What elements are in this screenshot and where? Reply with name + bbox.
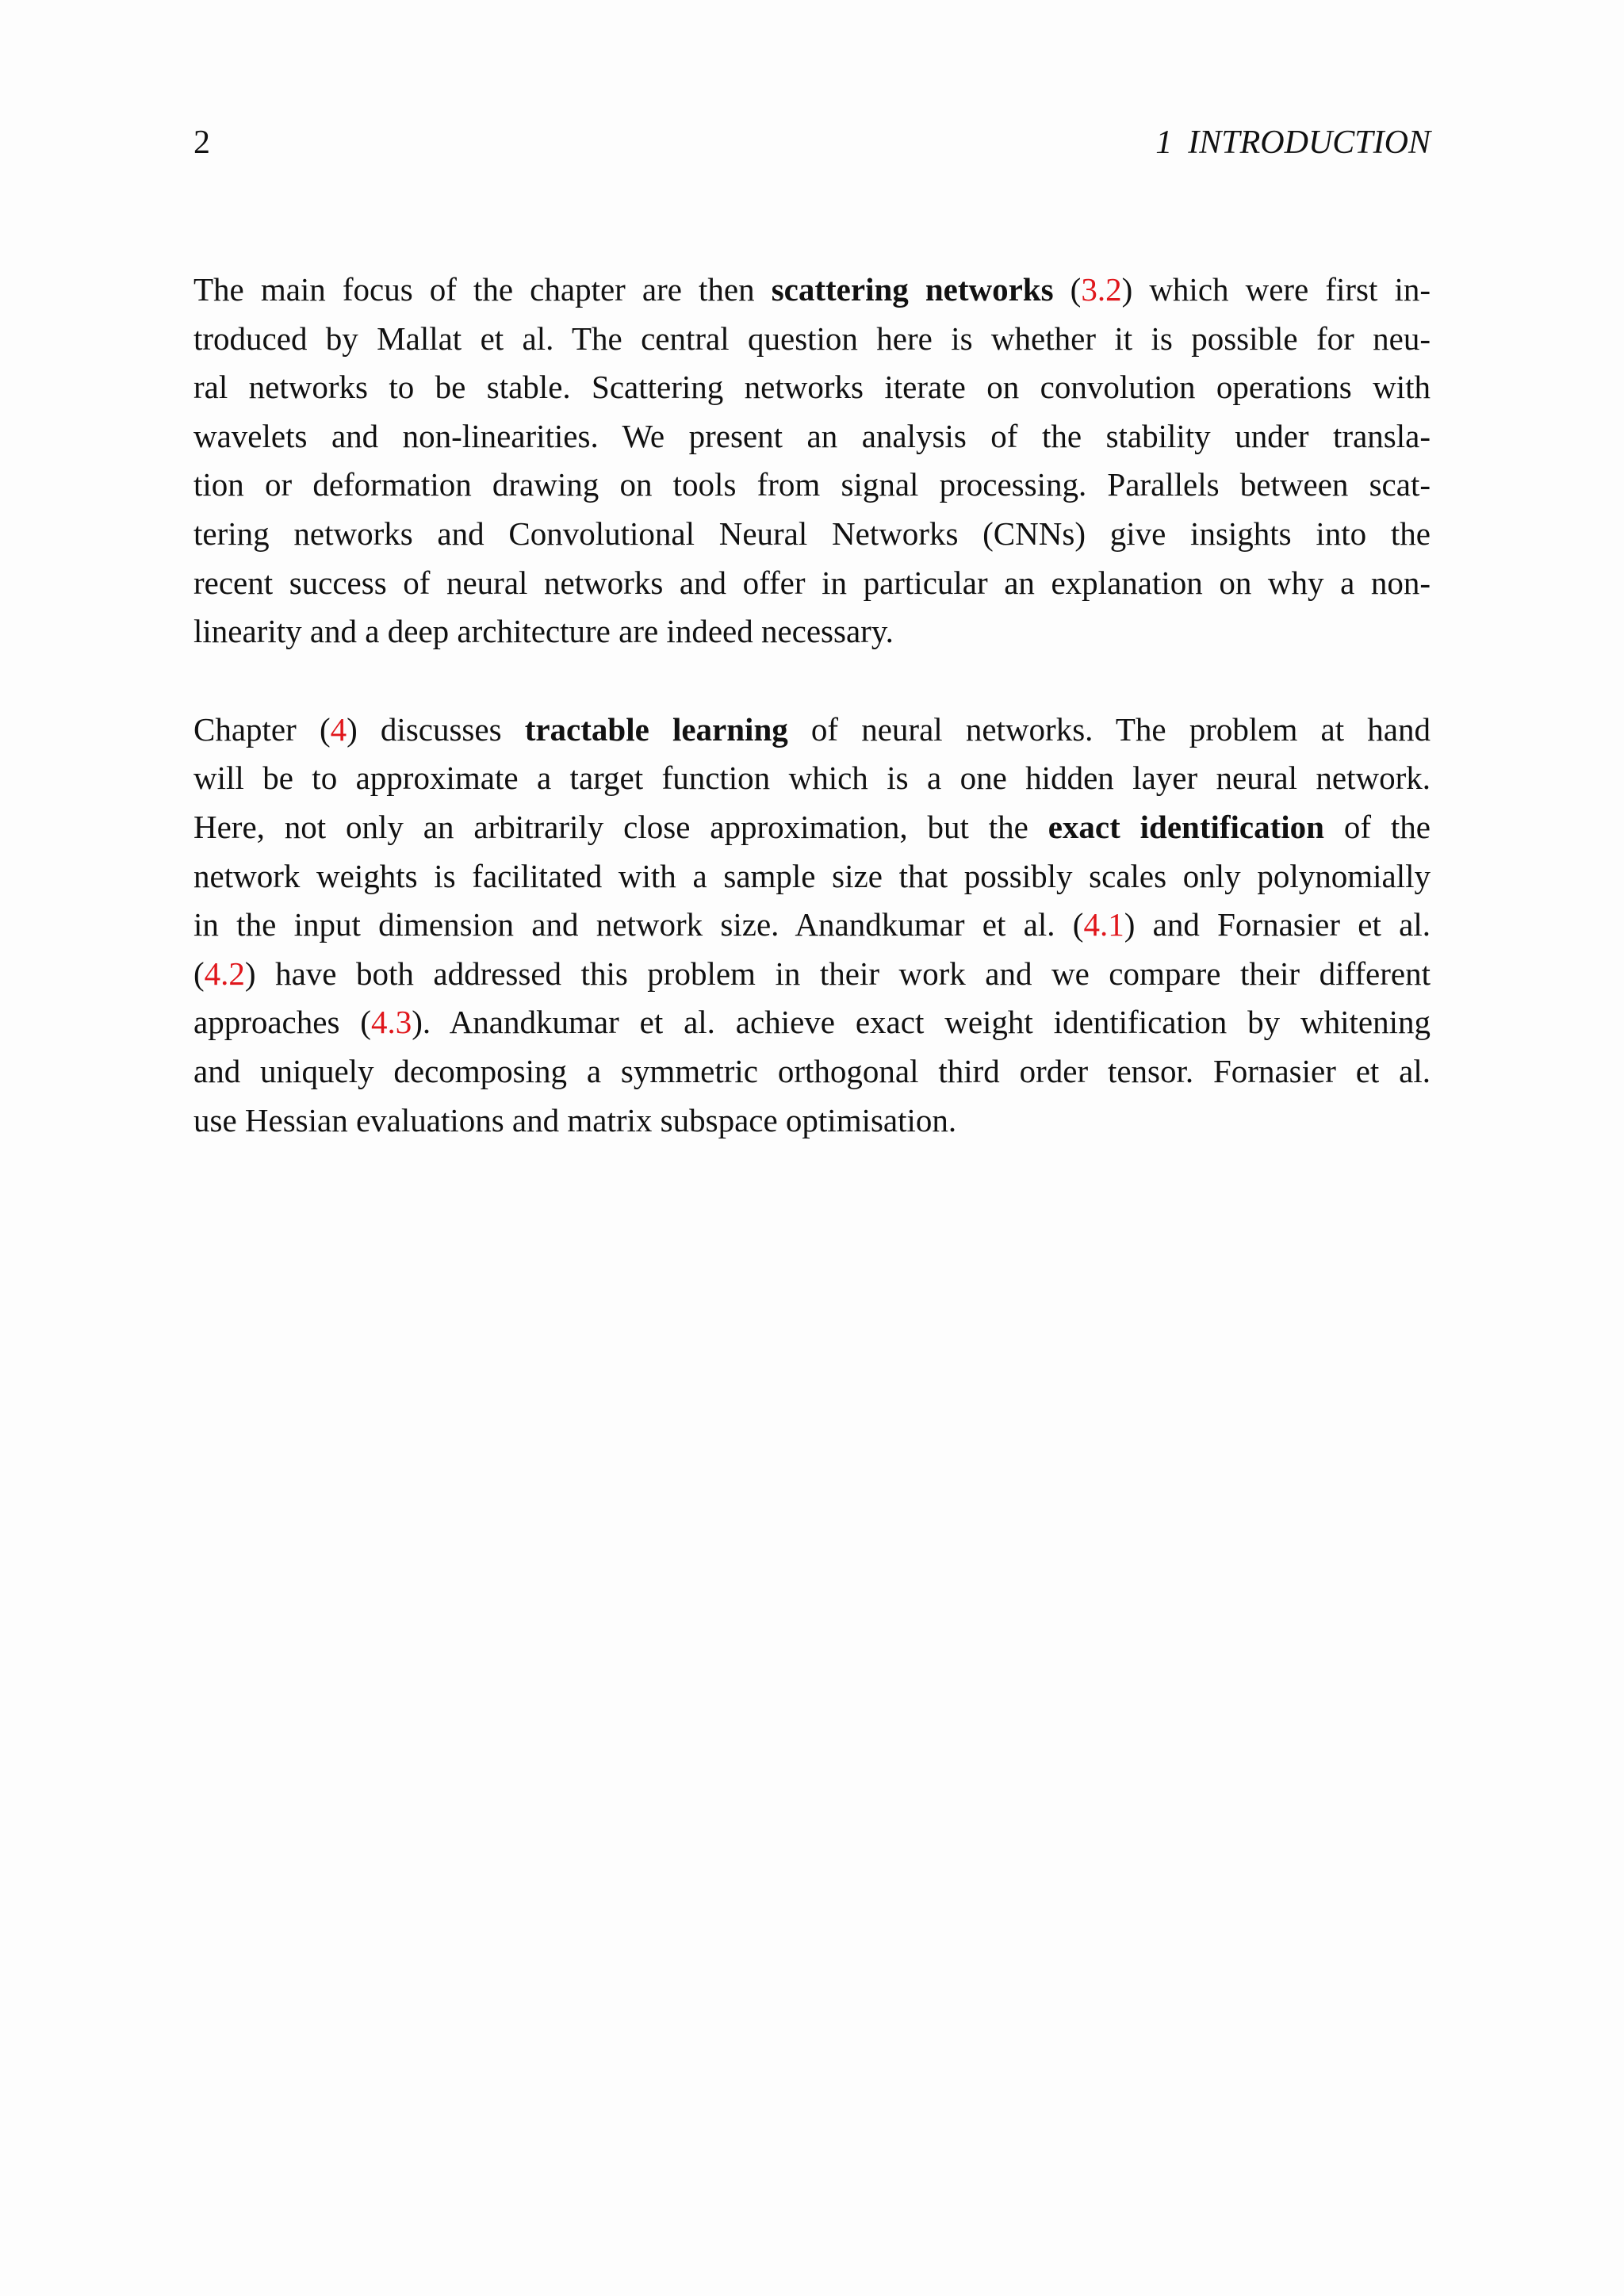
text-run: in the input dimension and network size. Anandkumar et al. ( (193, 906, 1084, 943)
text-line: network weights is facilitated with a sample size that possibly scales only polynomially (193, 857, 1431, 894)
section-link-4-2[interactable]: 4.2 (204, 955, 245, 992)
text-line (193, 901, 1431, 950)
text-run: of neural networks. The problem at hand (787, 710, 1431, 748)
text-run: of the (1323, 808, 1431, 845)
section-title: INTRODUCTION (1188, 124, 1431, 161)
text-run: approaches ( (193, 1004, 371, 1041)
running-head (1155, 119, 1431, 166)
text-line: recent success of neural networks and offer in particular an explanation on why a non- (193, 564, 1431, 601)
section-link-4[interactable]: 4 (330, 710, 347, 748)
text-run: ) discusses (347, 710, 525, 748)
text-run: The main focus of the chapter are then (193, 271, 772, 308)
text-run: ( (193, 955, 205, 992)
text-run: ) and Fornasier et al. (1124, 906, 1431, 943)
text-run: ( (1053, 271, 1082, 308)
bold-term-exact-identification: exact identification (1048, 808, 1324, 845)
section-link-3-2[interactable]: 3.2 (1081, 271, 1122, 308)
section-number: 1 (1155, 124, 1173, 161)
text-line: tering networks and Convolutional Neural Networks (CNNs) give insights into the (193, 515, 1431, 552)
text-line: tion or deformation drawing on tools from signal processing. Parallels between scat- (193, 466, 1431, 503)
text-line: will be to approximate a target function which is a one hidden layer neural network. (193, 760, 1431, 797)
page-number: 2 (193, 124, 210, 161)
paragraph-scattering-networks (193, 266, 1431, 656)
section-link-4-1[interactable]: 4.1 (1083, 906, 1124, 943)
text-run: Here, not only an arbitrarily close approximation, but the (193, 808, 1048, 845)
text-line (193, 998, 1431, 1047)
section-link-4-3[interactable]: 4.3 (370, 1004, 412, 1041)
text-line (193, 950, 1431, 999)
text-run: ) have both addressed this problem in their work and we compare their different (244, 955, 1431, 992)
text-line (193, 266, 1431, 315)
text-run: ) which were first in- (1121, 271, 1431, 308)
bold-term-scattering-networks: scattering networks (771, 271, 1054, 308)
text-line: and uniquely decomposing a symmetric orthogonal third order tensor. Fornasier et al. (193, 1052, 1431, 1089)
paragraph-tractable-learning (193, 706, 1431, 1145)
text-line: use Hessian evaluations and matrix subspace optimisation. (193, 1101, 957, 1138)
text-line: ral networks to be stable. Scattering networks iterate on convolution operations with (193, 369, 1431, 406)
text-run: Chapter ( (193, 710, 331, 748)
text-line (193, 803, 1431, 852)
text-line: wavelets and non-linearities. We present an analysis of the stability under transla- (193, 417, 1431, 454)
text-line (193, 706, 1431, 755)
text-line: linearity and a deep architecture are indeed necessary. (193, 613, 894, 650)
text-run: ). Anandkumar et al. achieve exact weight identification by whitening (412, 1004, 1431, 1041)
text-line: troduced by Mallat et al. The central question here is whether it is possible for neu- (193, 320, 1431, 357)
page-body (193, 266, 1431, 1145)
bold-term-tractable-learning: tractable learning (524, 710, 788, 748)
